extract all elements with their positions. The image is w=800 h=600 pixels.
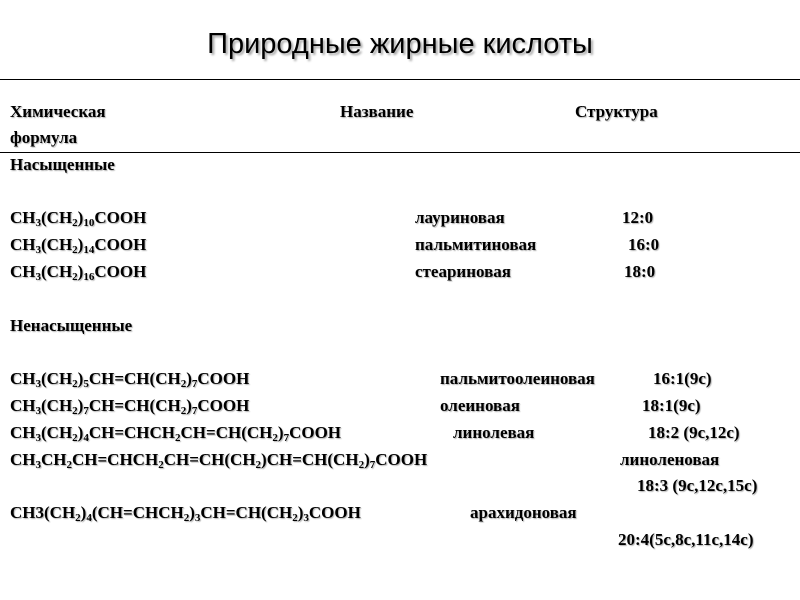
structure-arachidonic: 20:4(5c,8c,11c,14c)	[618, 530, 754, 549]
formula-segment: CH	[10, 208, 36, 227]
formula-linoleic	[10, 423, 341, 443]
name-oleic: олеиновая	[440, 396, 520, 415]
formula-subscript: 2	[175, 432, 181, 444]
header-top-divider	[0, 79, 800, 80]
formula-segment: )	[297, 503, 304, 522]
formula-segment: CH	[41, 450, 67, 469]
formula-subscript: 16	[83, 271, 95, 283]
name-palmitoleic: пальмитоолеиновая	[440, 369, 595, 388]
formula-segment: CH=CH(CH	[88, 396, 181, 415]
formula-subscript: 2	[72, 432, 78, 444]
formula-segment: )	[189, 503, 195, 522]
formula-subscript: 5	[83, 378, 89, 390]
formula-segment: CH	[10, 235, 36, 254]
formula-subscript: 4	[86, 512, 92, 524]
formula-segment: )	[77, 369, 84, 388]
formula-segment: COOH	[197, 396, 250, 415]
formula-subscript: 2	[158, 459, 164, 471]
formula-subscript: 3	[35, 244, 41, 256]
formula-palmitic	[10, 235, 146, 255]
slide-title: Природные жирные кислоты	[207, 28, 593, 60]
formula-subscript: 2	[72, 271, 78, 283]
formula-segment: COOH	[94, 208, 147, 227]
formula-subscript: 3	[35, 271, 41, 283]
formula-subscript: 3	[35, 405, 41, 417]
formula-segment: (CH	[41, 235, 73, 254]
formula-segment: COOH	[289, 423, 342, 442]
formula-segment: )CH=CH(CH	[261, 450, 359, 469]
formula-subscript: 2	[292, 512, 298, 524]
formula-segment: (CH	[41, 423, 73, 442]
formula-segment: CH	[10, 450, 36, 469]
column-header-structure: Структура	[575, 102, 658, 121]
formula-segment: COOH	[197, 369, 250, 388]
formula-segment: (CH=CHCH	[91, 503, 184, 522]
formula-segment: )	[186, 396, 192, 415]
structure-linolenic: 18:3 (9c,12c,15c)	[637, 476, 758, 495]
formula-subscript: 7	[191, 405, 198, 417]
formula-segment: COOH	[375, 450, 428, 469]
formula-segment: CH=CH(CH	[180, 423, 273, 442]
formula-segment: (CH	[41, 208, 73, 227]
formula-subscript: 3	[303, 512, 309, 524]
name-arachidonic: арахидоновая	[470, 503, 577, 522]
formula-segment: COOH	[308, 503, 361, 522]
formula-segment: CH=CH(CH	[163, 450, 256, 469]
section-saturated-label: Насыщенные	[10, 155, 115, 174]
formula-palmitoleic	[10, 369, 249, 389]
formula-segment: )	[77, 262, 84, 281]
section-unsaturated-label: Ненасыщенные	[10, 316, 133, 335]
formula-subscript: 2	[75, 512, 81, 524]
formula-segment: )	[77, 208, 84, 227]
formula-subscript: 2	[72, 378, 78, 390]
formula-segment: )	[186, 369, 192, 388]
formula-arachidonic	[10, 503, 361, 523]
formula-subscript: 14	[83, 244, 95, 256]
structure-oleic: 18:1(9c)	[642, 396, 701, 415]
column-header-formula-line2: формула	[10, 128, 78, 147]
header-bottom-divider	[0, 152, 800, 153]
formula-subscript: 7	[283, 432, 290, 444]
formula-segment: COOH	[94, 235, 147, 254]
formula-segment: CH	[10, 396, 36, 415]
formula-oleic	[10, 396, 249, 416]
formula-subscript: 2	[358, 459, 365, 471]
formula-subscript: 3	[35, 459, 41, 471]
formula-subscript: 2	[255, 459, 262, 471]
name-palmitic: пальмитиновая	[415, 235, 537, 254]
formula-segment: CH	[10, 423, 36, 442]
formula-subscript: 2	[66, 459, 72, 471]
formula-segment: )	[77, 423, 84, 442]
formula-segment: CH=CH(CH	[200, 503, 293, 522]
structure-linoleic: 18:2 (9c,12c)	[648, 423, 740, 442]
formula-stearic	[10, 262, 146, 282]
structure-palmitic: 16:0	[628, 235, 660, 254]
formula-segment: CH	[10, 262, 36, 281]
formula-subscript: 2	[72, 405, 78, 417]
formula-subscript: 7	[83, 405, 89, 417]
formula-subscript: 2	[72, 217, 78, 229]
column-header-formula: Химическая	[10, 102, 106, 121]
formula-segment: )	[80, 503, 87, 522]
formula-subscript: 2	[180, 378, 187, 390]
formula-segment: CH=CH(CH	[88, 369, 181, 388]
formula-subscript: 7	[191, 378, 198, 390]
name-linolenic: линоленовая	[620, 450, 720, 469]
name-stearic: стеариновая	[415, 262, 511, 281]
structure-stearic: 18:0	[624, 262, 656, 281]
name-linoleic: линолевая	[453, 423, 535, 442]
formula-subscript: 2	[72, 244, 78, 256]
formula-segment: )	[77, 235, 84, 254]
formula-segment: )	[77, 396, 84, 415]
formula-subscript: 10	[83, 217, 95, 229]
formula-segment: (CH	[41, 262, 73, 281]
formula-subscript: 3	[35, 432, 41, 444]
formula-lauric	[10, 208, 146, 228]
formula-subscript: 7	[369, 459, 376, 471]
formula-segment: (CH	[41, 396, 73, 415]
structure-lauric: 12:0	[622, 208, 654, 227]
formula-subscript: 2	[272, 432, 278, 444]
name-lauric: лауриновая	[415, 208, 505, 227]
column-header-name: Название	[340, 102, 414, 121]
formula-subscript: 2	[180, 405, 187, 417]
formula-segment: COOH	[94, 262, 147, 281]
formula-subscript: 3	[35, 217, 41, 229]
formula-linolenic	[10, 450, 427, 470]
formula-subscript: 4	[83, 432, 89, 444]
structure-palmitoleic: 16:1(9c)	[653, 369, 712, 388]
formula-segment: CH=CHCH	[72, 450, 159, 469]
formula-segment: )	[277, 423, 284, 442]
formula-subscript: 3	[35, 378, 41, 390]
formula-segment: (CH	[41, 369, 73, 388]
formula-segment: CH	[10, 369, 36, 388]
formula-subscript: 3	[194, 512, 201, 524]
formula-segment: )	[364, 450, 370, 469]
formula-segment: CH3(CH	[10, 503, 76, 522]
formula-segment: CH=CHCH	[88, 423, 176, 442]
formula-subscript: 2	[183, 512, 190, 524]
